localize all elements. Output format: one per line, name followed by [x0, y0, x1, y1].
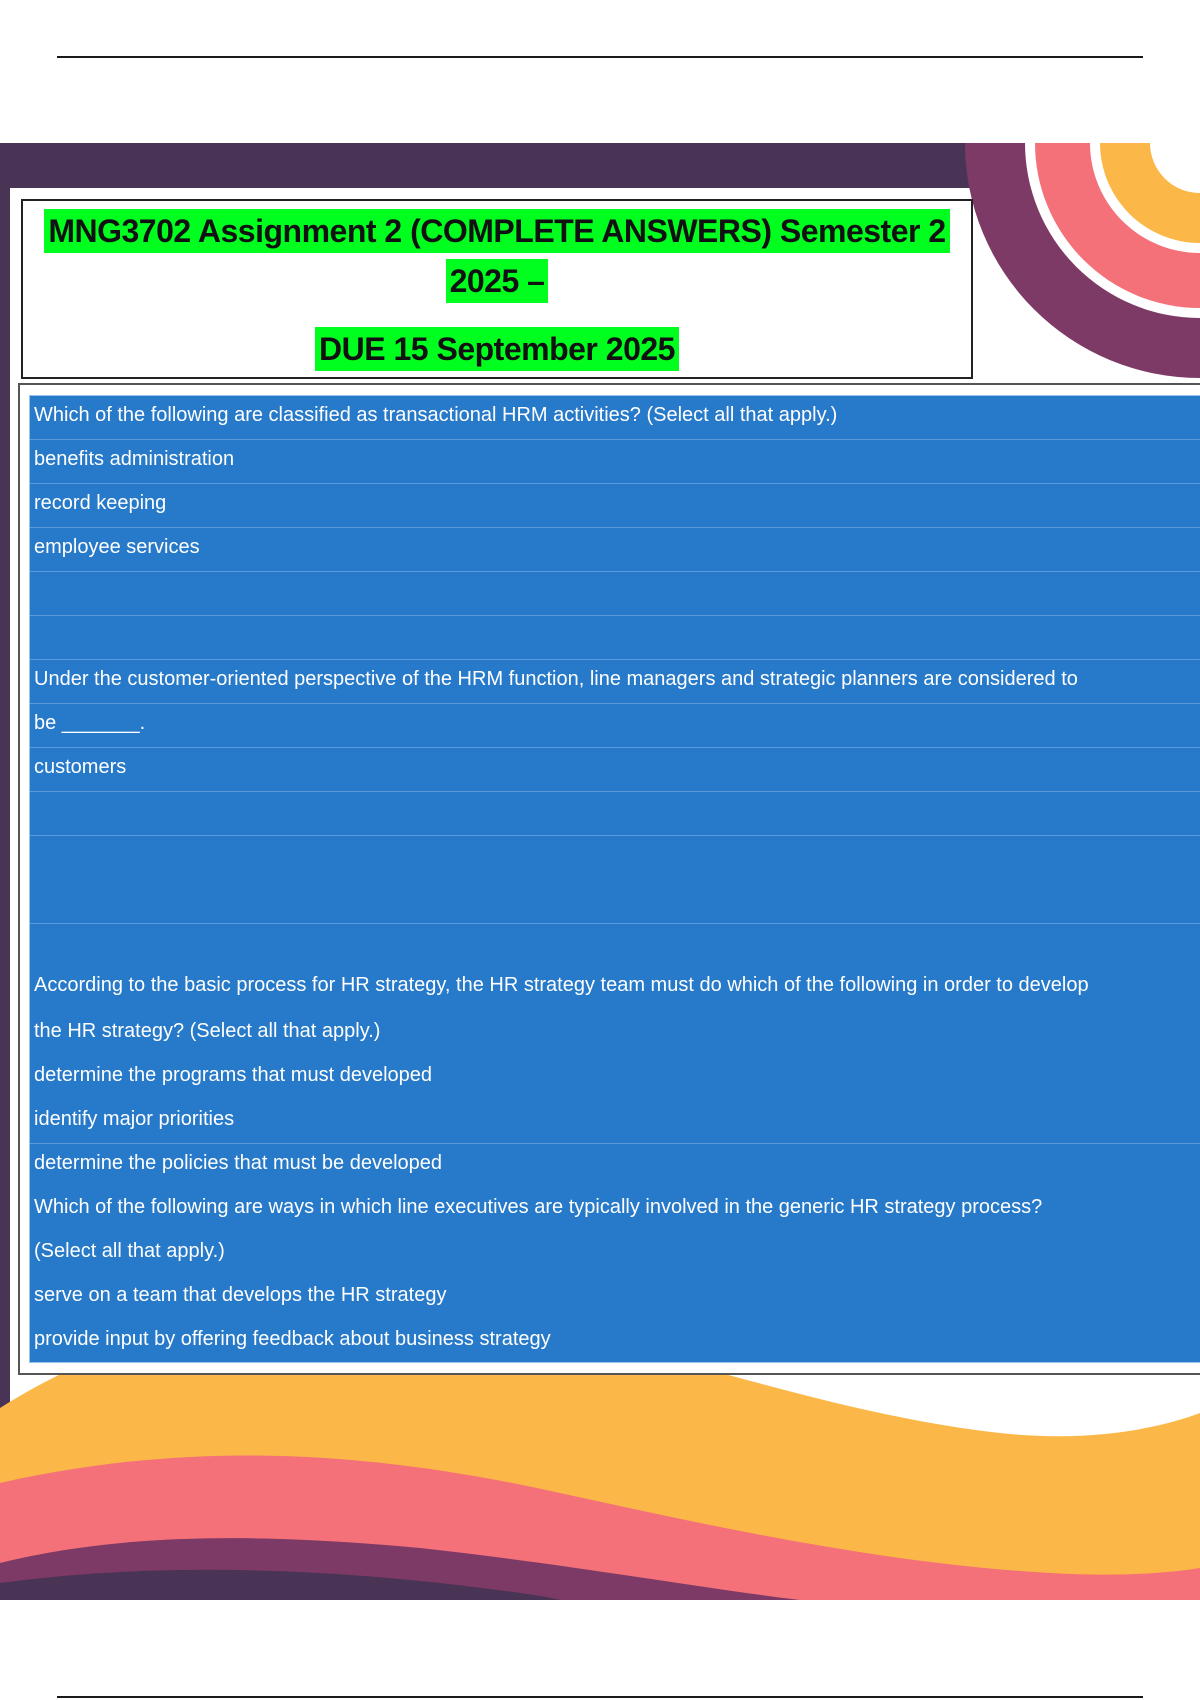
empty-row	[30, 836, 1200, 924]
title-box	[21, 199, 973, 379]
question-row: the HR strategy? (Select all that apply.)	[34, 1020, 381, 1042]
question-row: Under the customer-oriented perspective of the HRM function, line managers and strategic planners are considered to	[30, 660, 1200, 704]
qa-table-frame	[18, 383, 1200, 1375]
qa-table	[29, 395, 1200, 1363]
answer-row: benefits administration	[30, 440, 1200, 484]
question-row: (Select all that apply.)	[34, 1240, 225, 1262]
cover-page	[0, 143, 1200, 1600]
answer-row: provide input by offering feedback about business strategy	[34, 1328, 551, 1350]
due-date: DUE 15 September 2025	[315, 327, 679, 371]
document-title-line-1: MNG3702 Assignment 2 (COMPLETE ANSWERS) Semester 2	[44, 209, 949, 253]
empty-row	[30, 616, 1200, 660]
empty-row	[30, 792, 1200, 836]
answer-row: serve on a team that develops the HR strategy	[34, 1284, 447, 1306]
answer-row: record keeping	[30, 484, 1200, 528]
question-row: be _______.	[30, 704, 1200, 748]
answer-row: customers	[30, 748, 1200, 792]
question-row: According to the basic process for HR strategy, the HR strategy team must do which of the following in order to develop	[34, 974, 1089, 996]
footer-rule	[57, 1696, 1143, 1698]
answer-row: employee services	[30, 528, 1200, 572]
answer-row: determine the policies that must be developed	[34, 1152, 443, 1174]
question-row: Which of the following are ways in which line executives are typically involved in the generic HR strategy process?	[34, 1196, 1043, 1218]
document-title-line-2: 2025 –	[446, 259, 549, 303]
header-rule	[57, 56, 1143, 58]
question-row: Which of the following are classified as transactional HRM activities? (Select all that apply.)	[30, 396, 1200, 440]
empty-row	[30, 572, 1200, 616]
answer-row: determine the programs that must developed	[34, 1064, 432, 1086]
answer-row: identify major priorities	[30, 1100, 1200, 1144]
